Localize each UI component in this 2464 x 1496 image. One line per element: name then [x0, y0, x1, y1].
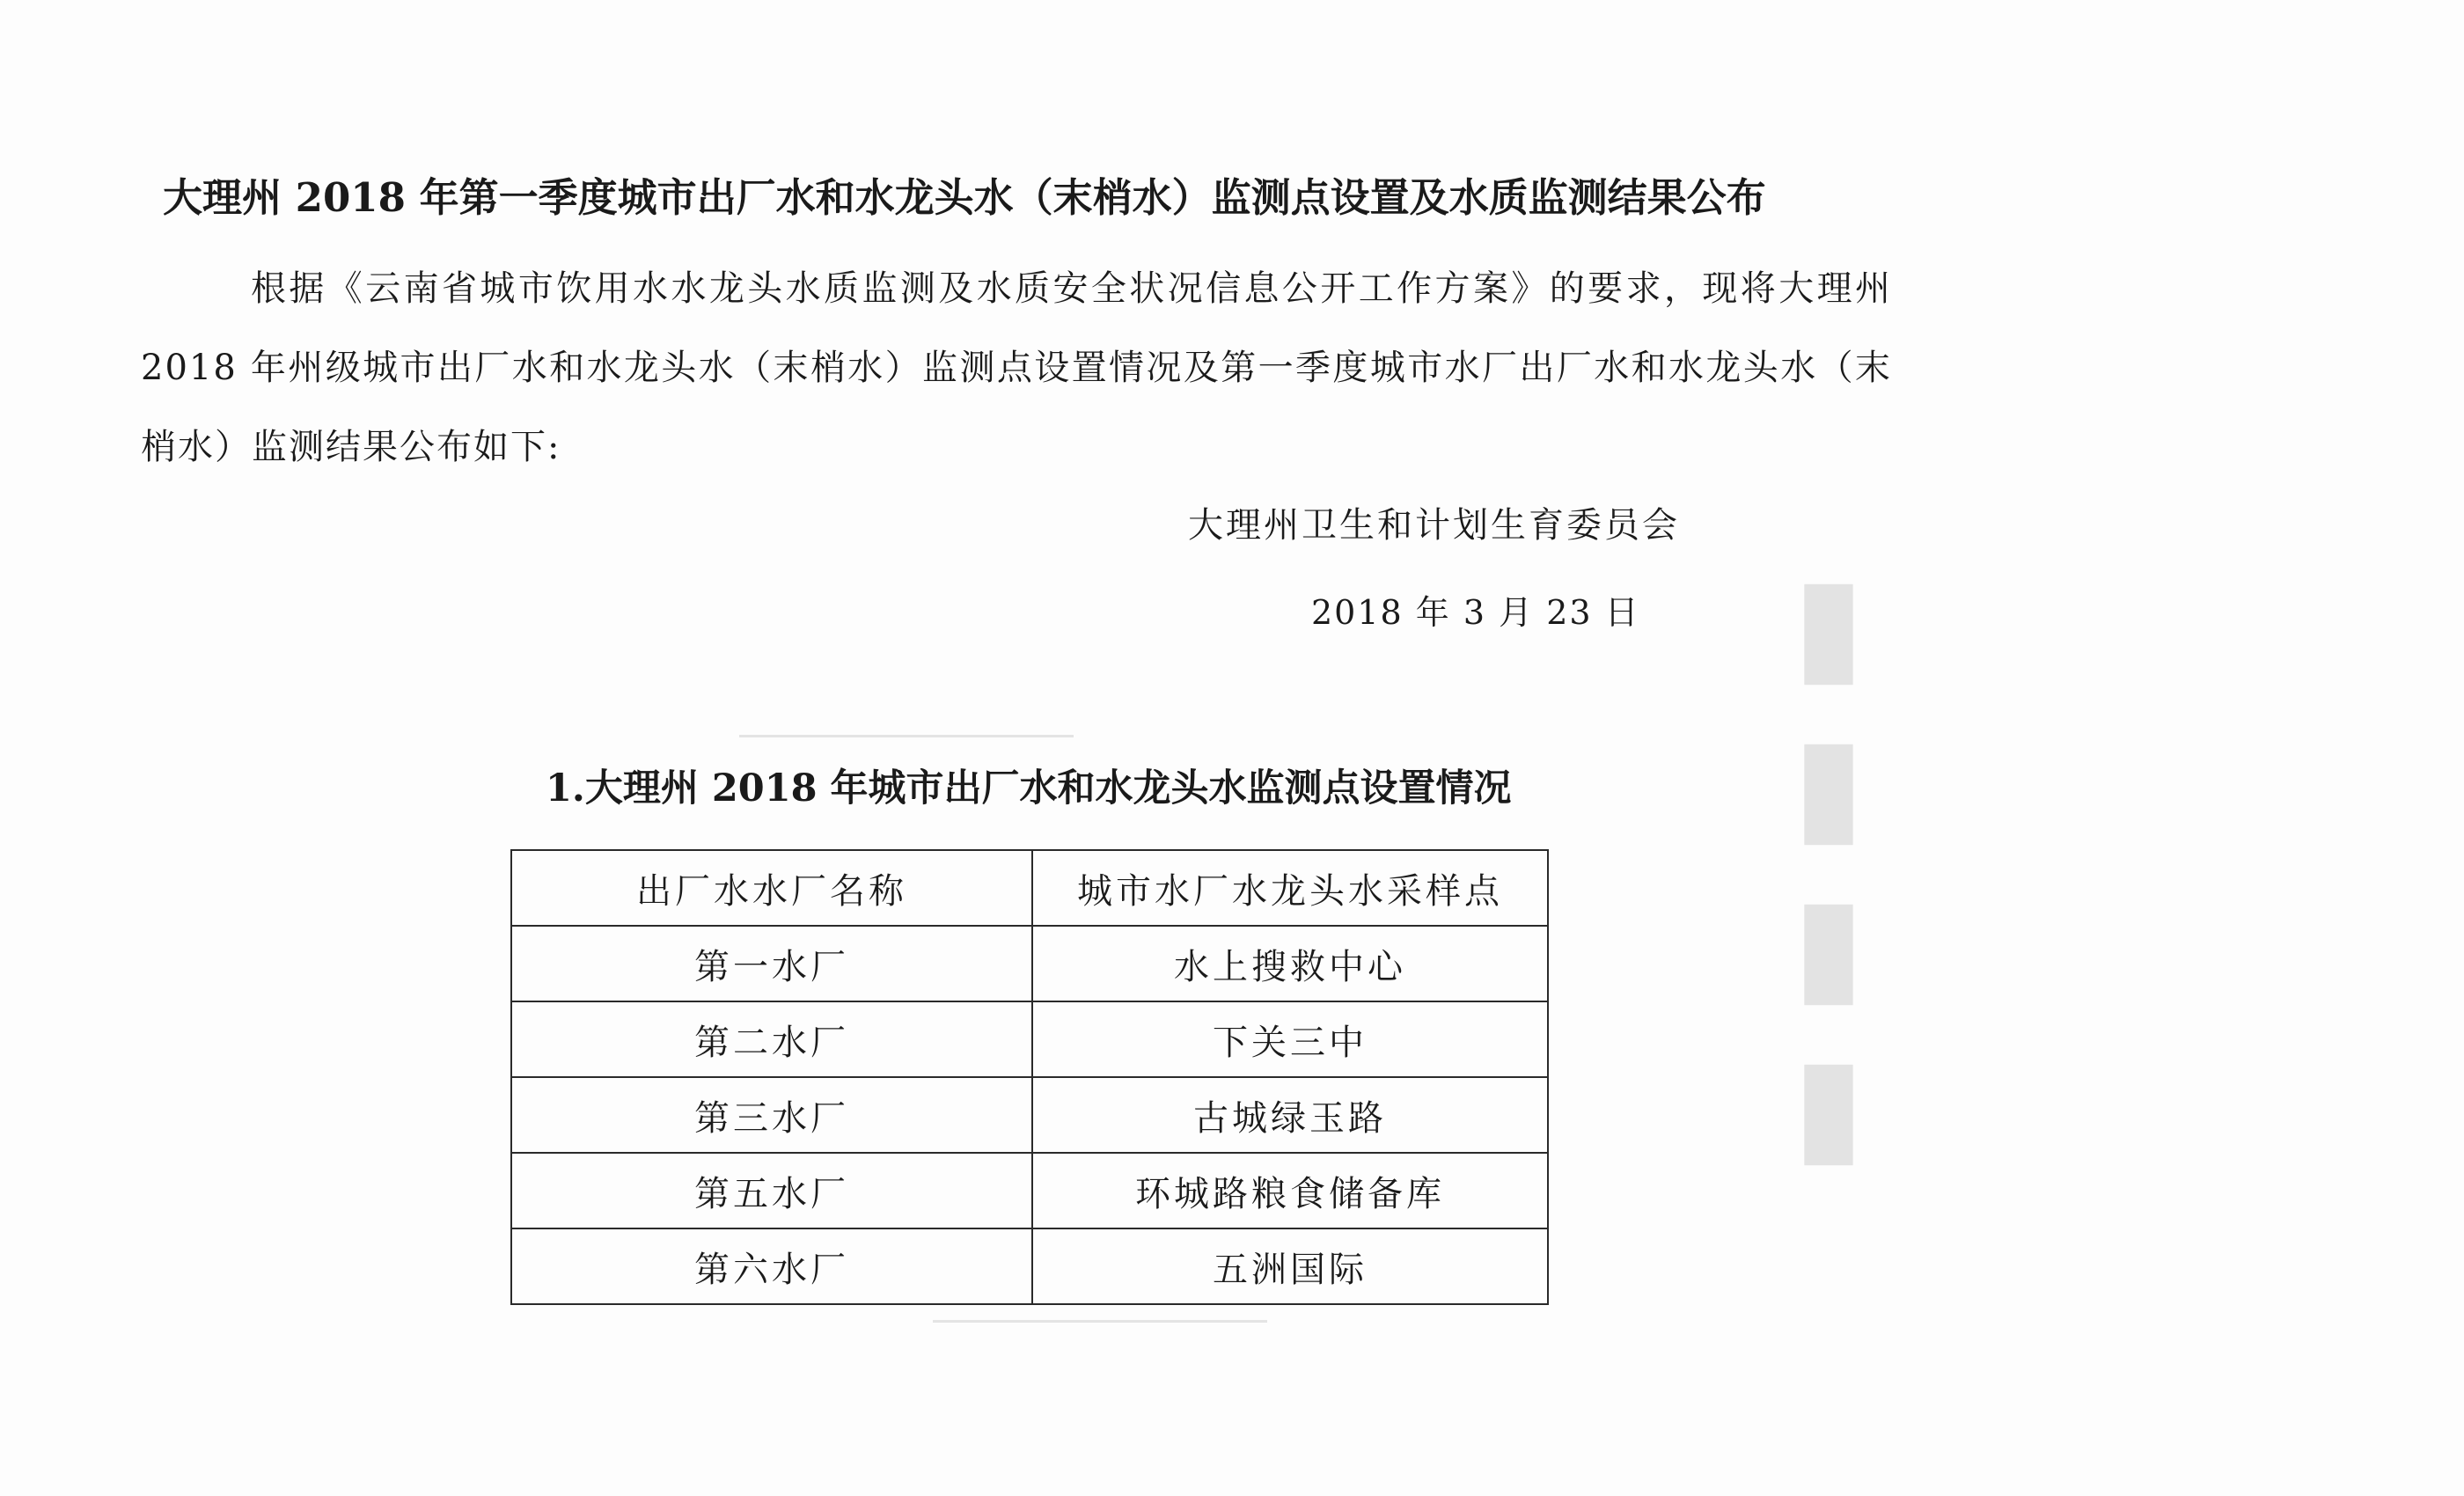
sampling-point-cell: 五洲国际	[1032, 1228, 1548, 1304]
plant-name-cell: 第三水厂	[511, 1077, 1032, 1153]
intro-paragraph: 根据《云南省城市饮用水水龙头水质监测及水质安全状况信息公开工作方案》的要求，现将大理州 2018 年州级城市出厂水和水龙头水（末梢水）监测点设置情况及第一季度城市水厂出厂水和水龙头水（末梢水）监测结果公布如下:	[141, 268, 1892, 467]
section-heading: 1.大理州 2018 年城市出厂水和水龙头水监测点设置情况	[546, 766, 1512, 810]
plant-name-cell: 第六水厂	[511, 1228, 1032, 1304]
bleed-line	[739, 735, 1074, 737]
document-title: 大理州 2018 年第一季度城市出厂水和水龙头水（末梢水）监测点设置及水质监测结果公布	[163, 174, 1766, 221]
signature-organization: 大理州卫生和计划生育委员会	[1188, 505, 1680, 546]
table-row	[511, 926, 1548, 1001]
plant-name-cell: 第一水厂	[511, 926, 1032, 1001]
table-header-row	[511, 850, 1548, 926]
table-row	[511, 1153, 1548, 1228]
header-plant-name: 出厂水水厂名称	[511, 850, 1032, 926]
bleed-line	[933, 1320, 1267, 1323]
sampling-point-cell: 水上搜救中心	[1032, 926, 1548, 1001]
header-sampling-point: 城市水厂水龙头水采样点	[1032, 850, 1548, 926]
monitoring-sites-table	[510, 849, 1549, 1305]
plant-name-cell: 第五水厂	[511, 1153, 1032, 1228]
table-row	[511, 1001, 1548, 1077]
signature-date: 2018 年 3 月 23 日	[1311, 593, 1640, 632]
table-row	[511, 1077, 1548, 1153]
reverse-side-bleed-through: ▮▮▮▮	[1751, 563, 1906, 1204]
table-row	[511, 1228, 1548, 1304]
plant-name-cell: 第二水厂	[511, 1001, 1032, 1077]
sampling-point-cell: 下关三中	[1032, 1001, 1548, 1077]
sampling-point-cell: 环城路粮食储备库	[1032, 1153, 1548, 1228]
sampling-point-cell: 古城绿玉路	[1032, 1077, 1548, 1153]
